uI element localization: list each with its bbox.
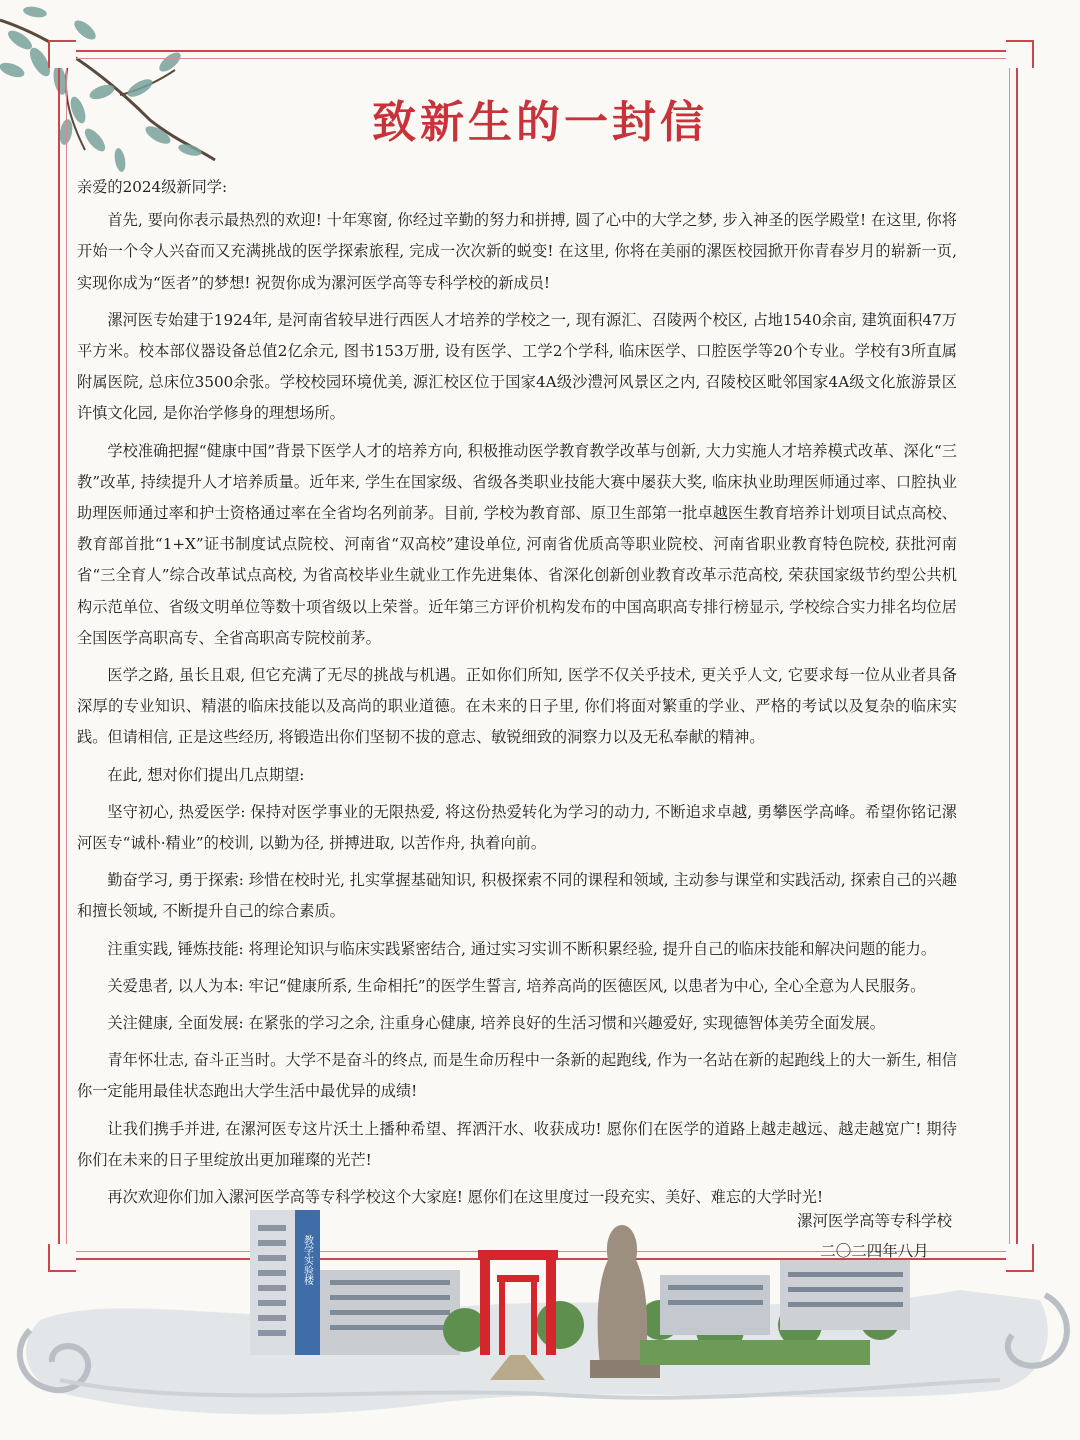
paragraph-closing: 再次欢迎你们加入漯河医学高等专科学校这个大家庭! 愿你们在这里度过一段充实、美好、难忘的大学时光! [107,1188,824,1207]
paragraph-achievements: 学校准确把握“健康中国”背景下医学人才的培养方向, 积极推动医学教育教学改革与创新, 大力实施人才培养模式改革、深化“三教”改革, 持续提升人才培养质量。近年来, 学生在国家级、省级各类职业技能大赛中屡获大奖, 临床执业助理医师通过率、口腔执业助理医师通过率和护士资格通过率在全省均名列前茅。目前, 学校为教育部、原卫生部第一批卓越医生教育培养计划项目试点高校、教育部首批“1+X”证书制度试点院校、河南省“双高校”建设单位, 河南省优质高等职业院校、河南省职业教育特色院校, 获批河南省“三全育人”综合改革试点高校, 为省高校毕业生就业工作先进集体、省深化创新创业教育改革示范高校, 荣获国家级节约型公共机构示范单位、省级文明单位等数十项省级以上荣誉。近年第三方评价机构发布的中国高职高专排行榜显示, 学校综合实力排名均位居全国医学高职高专、全省高职高专院校前茅。 [77,441,957,647]
letter-greeting: 亲爱的2024级新同学: [77,178,228,196]
signature-date: 二〇二四年八月 [820,1242,929,1260]
paragraph-expectation-5: 关注健康, 全面发展: 在紧张的学习之余, 注重身心健康, 培养良好的生活习惯和兴趣爱好, 实现德智体美劳全面发展。 [107,1014,885,1033]
paragraph-expectations-intro: 在此, 想对你们提出几点期望: [107,765,305,784]
frame-corner-top-left [48,40,76,68]
paragraph-expectation-3: 注重实践, 锤炼技能: 将理论知识与临床实践紧密结合, 通过实习实训不断积累经验, 提升自己的临床技能和解决问题的能力。 [107,939,937,958]
letter-body [77,172,957,1219]
paragraph-expectation-4: 关爱患者, 以人为本: 牢记“健康所系, 生命相托”的医学生誓言, 培养高尚的医德医风, 以患者为中心, 全心全意为人民服务。 [107,976,926,995]
paragraph-hand-in-hand: 让我们携手并进, 在漯河医专这片沃土上播种希望、挥洒汗水、收获成功! 愿你们在医学的道路上越走越远、越走越宽广! 期待你们在未来的日子里绽放出更加璀璨的光芒! [77,1119,957,1169]
paragraph-school-intro: 漯河医专始建于1924年, 是河南省较早进行西医人才培养的学校之一, 现有源汇、召陵两个校区, 占地1540余亩, 建筑面积47万平方米。校本部仪器设备总值2亿余元, 图书153万册, 设有医学、工学2个学科, 临床医学、口腔医学等20个专业。学校有3所直属附属医院, 总床位3500余张。学校校园环境优美, 源汇校区位于国家4A级沙澧河风景区之内, 召陵校区毗邻国家4A级文化旅游景区许慎文化园, 是你治学修身的理想场所。 [77,310,957,423]
paragraph-welcome: 首先, 要向你表示最热烈的欢迎! 十年寒窗, 你经过辛勤的努力和拼搏, 圆了心中的大学之梦, 步入神圣的医学殿堂! 在这里, 你将开始一个令人兴奋而又充满挑战的医学探索旅程, 完成一次次新的蜕变! 在这里, 你将在美丽的漯医校园掀开你青春岁月的崭新一页, 实现你成为“医者”的梦想! 祝贺你成为漯河医学高等专科学校的新成员! [77,211,957,292]
paragraph-youth: 青年怀壮志, 奋斗正当时。大学不是奋斗的终点, 而是生命历程中一条新的起跑线, 作为一名站在新的起跑线上的大一新生, 相信你一定能用最佳状态跑出大学生活中最优异的成绩! [77,1051,957,1101]
signature-school: 漯河医学高等专科学校 [796,1212,952,1230]
letter-title: 致新生的一封信 [372,97,708,148]
paragraph-expectation-1: 坚守初心, 热爱医学: 保持对医学事业的无限热爱, 将这份热爱转化为学习的动力, 不断追求卓越, 勇攀医学高峰。希望你铭记漯河医专“诚朴·精业”的校训, 以勤为径, 拼搏进取, 以苦作舟, 执着向前。 [77,802,957,853]
building-sign-text: 教学实验楼 [301,1235,313,1285]
campus-scroll-illustration [0,1180,1080,1440]
paragraph-expectation-2: 勤奋学习, 勇于探索: 珍惜在校时光, 扎实掌握基础知识, 积极探索不同的课程和领域, 主动参与课堂和实践活动, 探索自己的兴趣和擅长领域, 不断提升自己的综合素质。 [77,871,957,921]
paragraph-medical-path: 医学之路, 虽长且艰, 但它充满了无尽的挑战与机遇。正如你们所知, 医学不仅关乎技术, 更关乎人文, 它要求每一位从业者具备深厚的专业知识、精湛的临床技能以及高尚的职业道德。在未来的日子里, 你们将面对繁重的学业、严格的考试以及复杂的临床实践。但请相信, 正是这些经历, 将锻造出你们坚韧不拔的意志、敏锐细致的洞察力以及无私奉献的精神。 [77,666,957,747]
frame-corner-top-right [1006,40,1034,68]
